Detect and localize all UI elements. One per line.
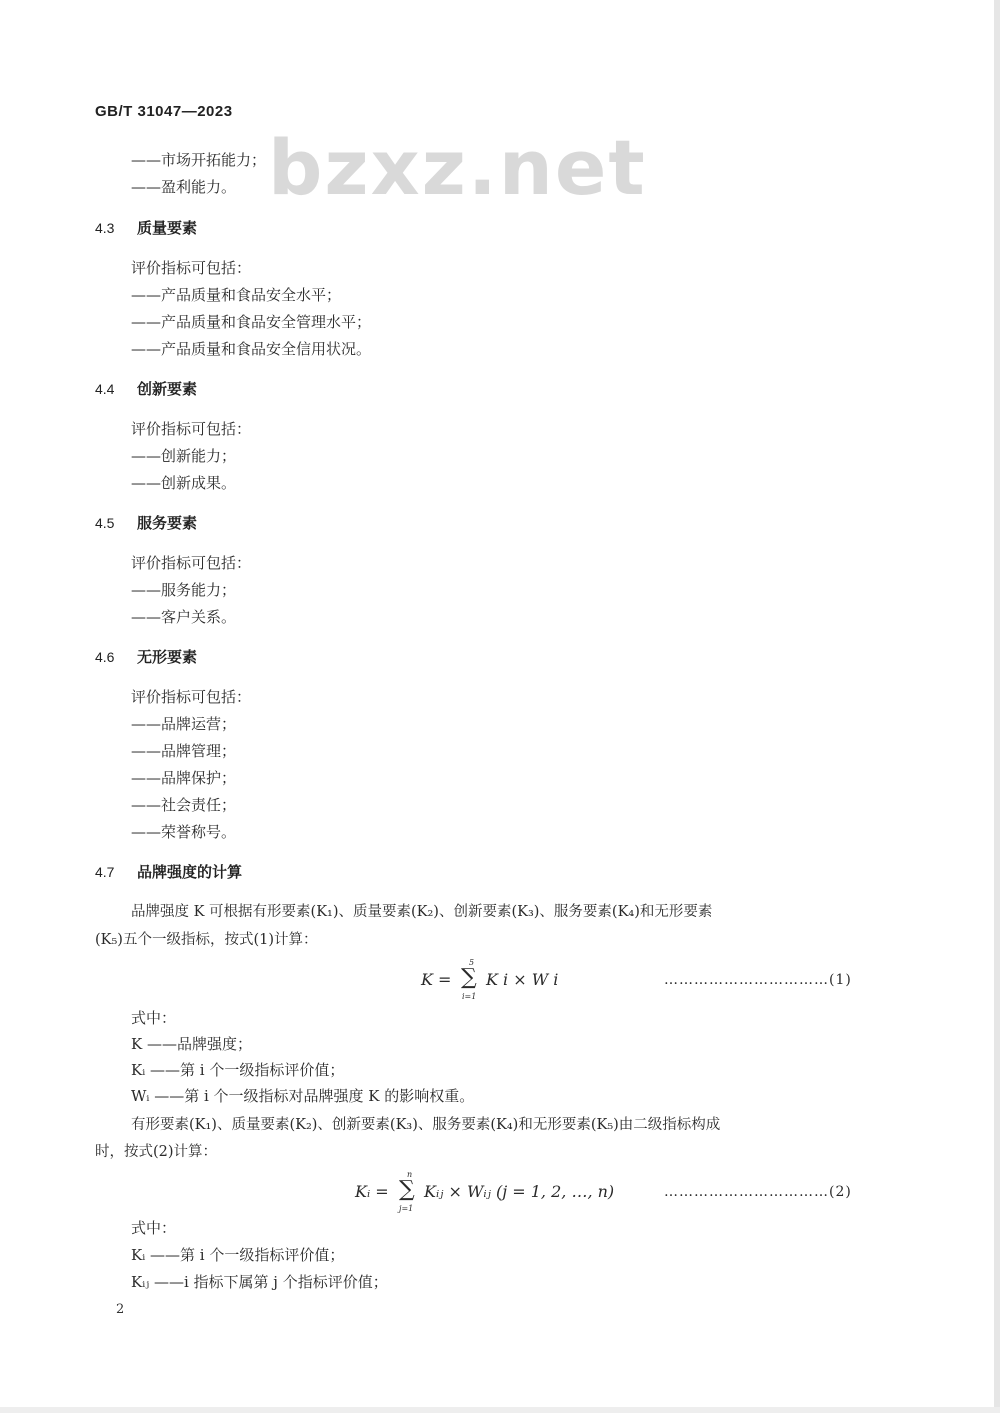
list-item: ——社会责任；: [131, 796, 237, 814]
watermark: bzxz.net: [268, 123, 647, 212]
page-edge-right: [994, 0, 1000, 1413]
definition-line: Kᵢ ——第 i 个一级指标评价值；: [131, 1061, 345, 1079]
formula-lhs: Kᵢ =: [355, 1182, 389, 1201]
section-number: 4.6: [95, 649, 115, 665]
where-label: 式中：: [131, 1219, 177, 1237]
section-number: 4.5: [95, 515, 115, 531]
paragraph-line: 品牌强度 K 可根据有形要素(K₁)、质量要素(K₂)、创新要素(K₃)、服务要素(K₄)和无形要素: [131, 904, 713, 920]
section-number: 4.3: [95, 220, 115, 236]
section-lead: 评价指标可包括：: [131, 420, 252, 438]
list-item: ——盈利能力。: [131, 178, 237, 196]
list-item: ——创新能力；: [131, 447, 237, 465]
paragraph-line: (K₅)五个一级指标，按式(1)计算：: [95, 932, 318, 948]
definition-line: Kᵢⱼ ——i 指标下属第 j 个指标评价值；: [131, 1273, 388, 1291]
definition-line: K ——品牌强度；: [131, 1035, 252, 1053]
page-edge-bottom: [0, 1407, 1000, 1413]
list-item: ——产品质量和食品安全管理水平；: [131, 313, 372, 331]
sum-symbol: ∑: [461, 965, 477, 990]
standard-number-header: GB/T 31047—2023: [95, 103, 233, 120]
list-item: ——产品质量和食品安全水平；: [131, 286, 342, 304]
formula-body: Kᵢⱼ × Wᵢⱼ (j = 1, 2, …, n): [424, 1182, 615, 1201]
list-item: ——产品质量和食品安全信用状况。: [131, 340, 372, 358]
formula-body: K i × W i: [486, 970, 559, 989]
section-number: 4.4: [95, 381, 115, 397]
definition-line: Wᵢ ——第 i 个一级指标对品牌强度 K 的影响权重。: [131, 1087, 475, 1105]
list-item: ——服务能力；: [131, 581, 237, 599]
list-item: ——市场开拓能力；: [131, 151, 267, 169]
list-item: ——创新成果。: [131, 474, 237, 492]
list-item: ——品牌管理；: [131, 742, 237, 760]
section-title: 无形要素: [137, 648, 198, 666]
sum-upper-limit: 5: [469, 958, 475, 967]
sum-upper-limit: n: [407, 1170, 413, 1179]
section-lead: 评价指标可包括：: [131, 554, 252, 572]
section-lead: 评价指标可包括：: [131, 259, 252, 277]
section-number: 4.7: [95, 864, 115, 880]
sum-lower-limit: i=1: [462, 992, 477, 1001]
paragraph-line: 有形要素(K₁)、质量要素(K₂)、创新要素(K₃)、服务要素(K₄)和无形要素(K₅)由二级指标构成: [131, 1117, 721, 1133]
section-title: 服务要素: [137, 514, 198, 532]
list-item: ——品牌保护；: [131, 769, 237, 787]
list-item: ——品牌运营；: [131, 715, 237, 733]
section-title: 质量要素: [137, 219, 198, 237]
sum-symbol: ∑: [399, 1177, 415, 1202]
page-number: 2: [116, 1302, 125, 1317]
list-item: ——荣誉称号。: [131, 823, 237, 841]
section-lead: 评价指标可包括：: [131, 688, 252, 706]
paragraph-line: 时，按式(2)计算：: [95, 1144, 218, 1160]
section-title: 品牌强度的计算: [137, 863, 243, 881]
sum-lower-limit: j=1: [399, 1204, 414, 1213]
definition-line: Kᵢ ——第 i 个一级指标评价值；: [131, 1246, 345, 1264]
equation-number: ……………………………(1): [664, 972, 852, 988]
equation-number: ……………………………(2): [664, 1184, 852, 1200]
where-label: 式中：: [131, 1009, 177, 1027]
formula-lhs: K =: [421, 970, 452, 989]
list-item: ——客户关系。: [131, 608, 237, 626]
section-title: 创新要素: [137, 380, 198, 398]
